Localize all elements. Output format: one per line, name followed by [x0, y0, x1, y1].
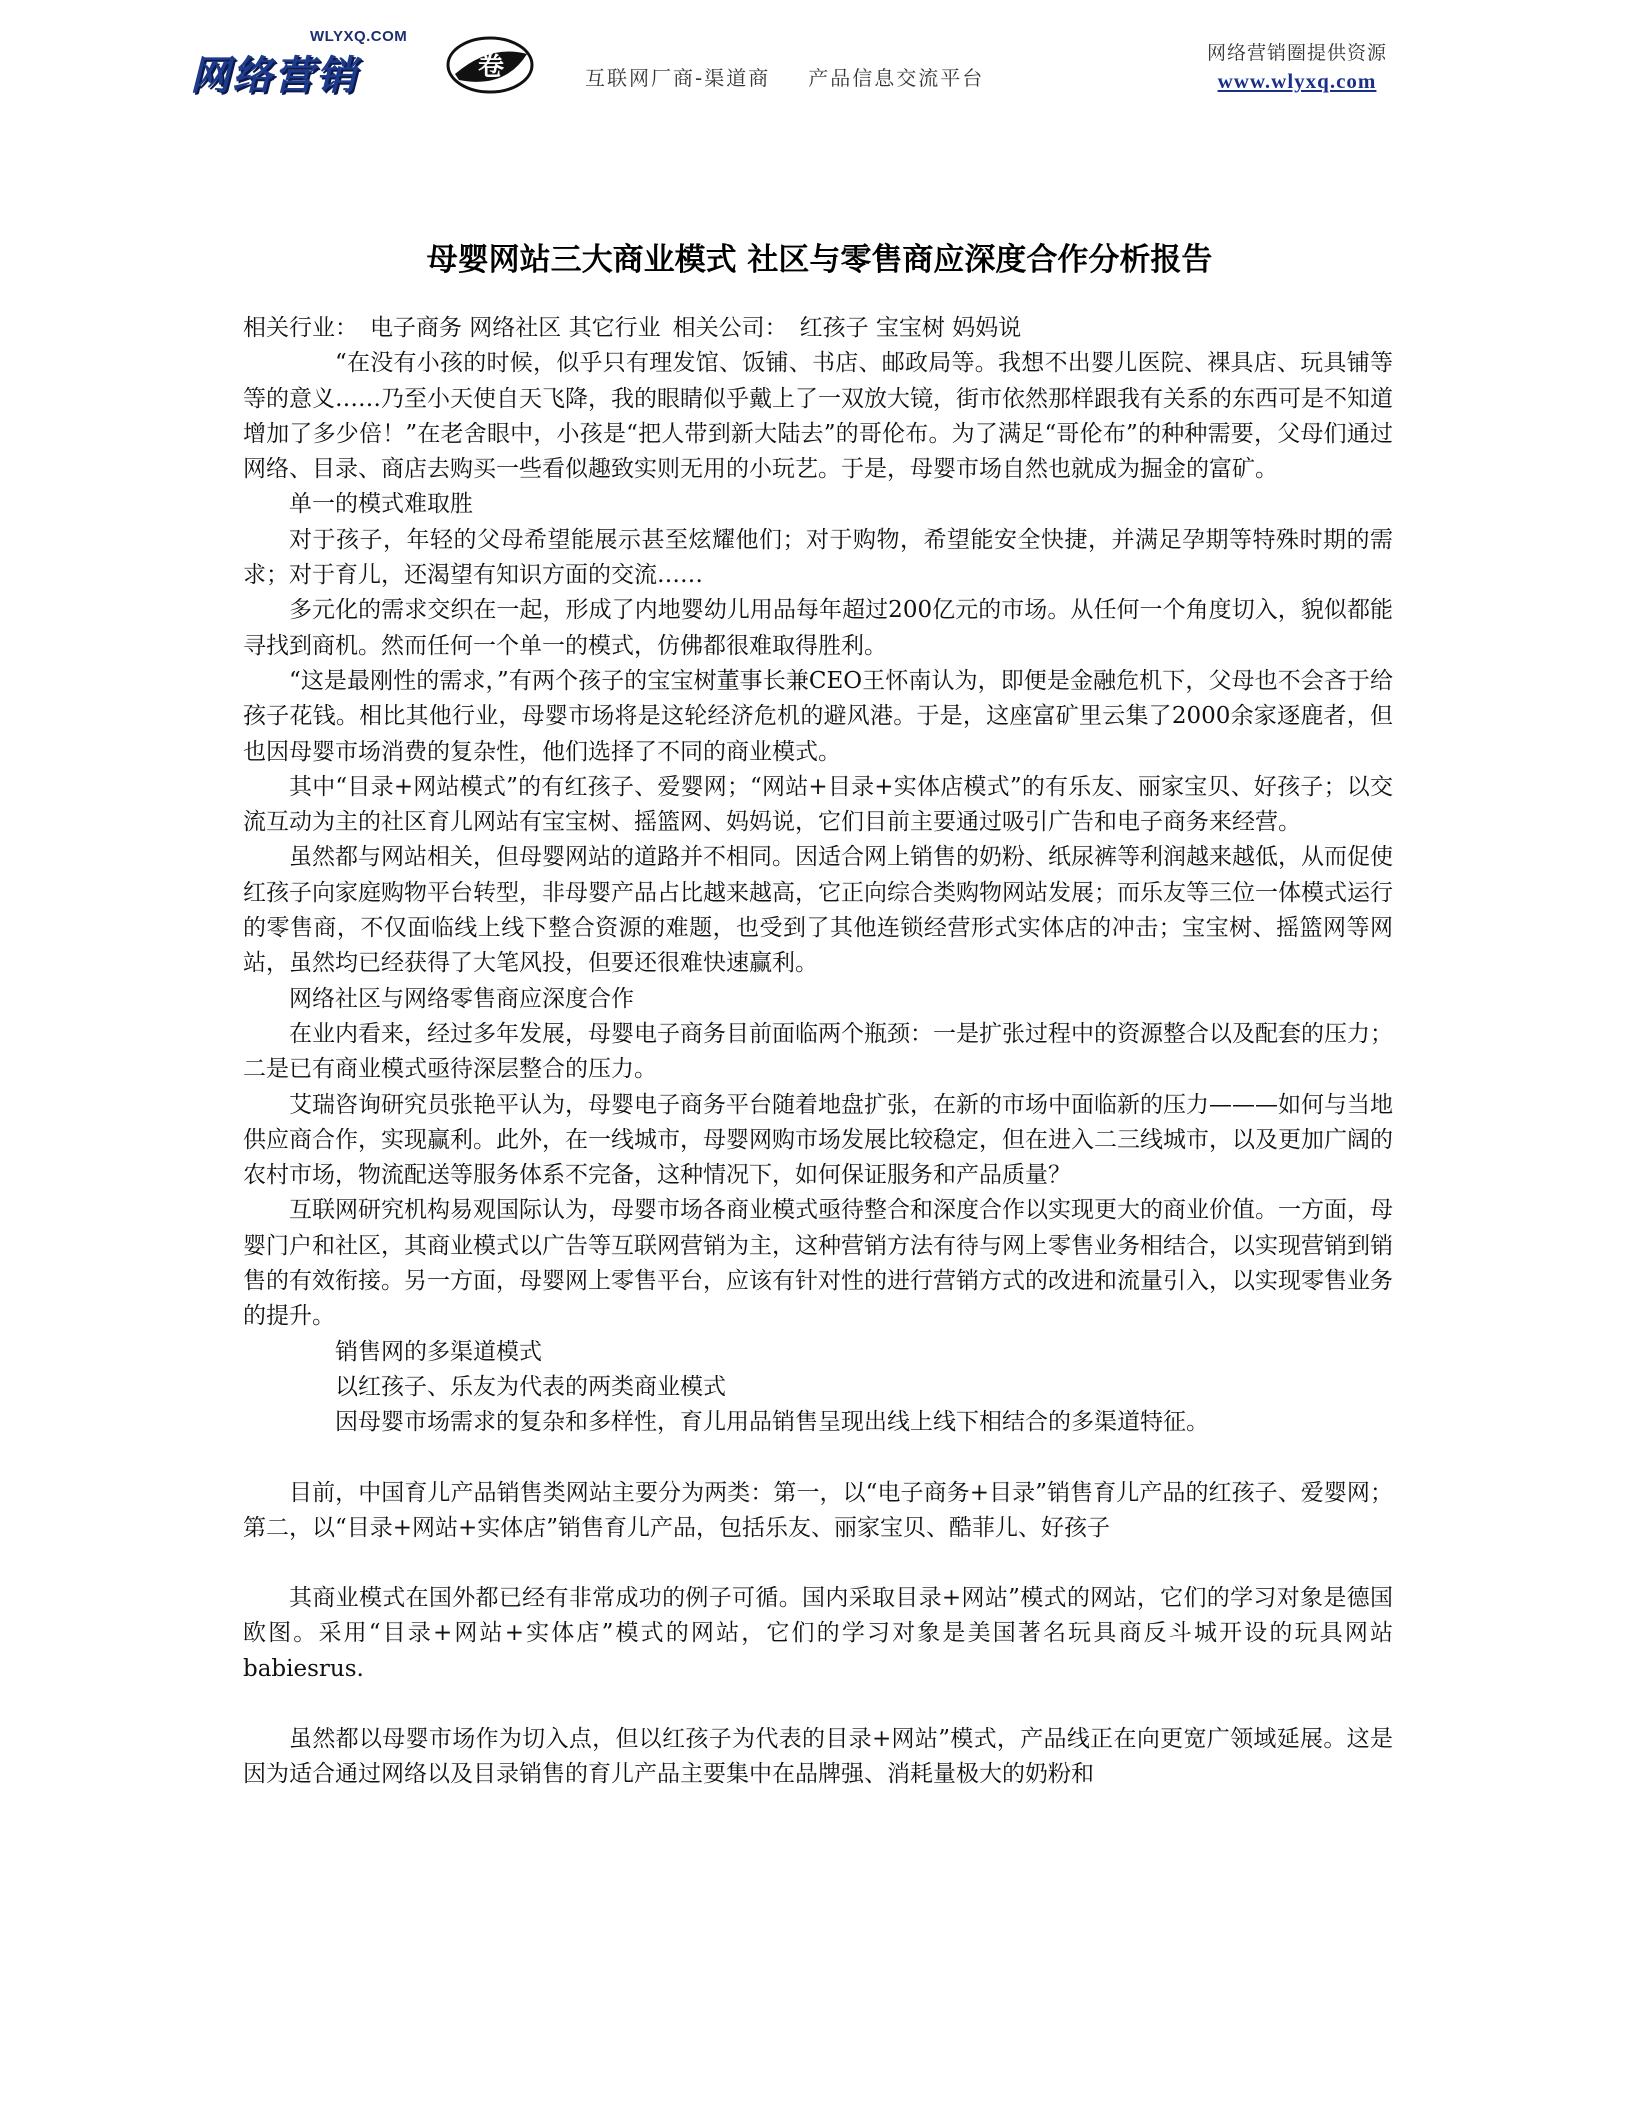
section-subheading: 以红孩子、乐友为代表的两类商业模式: [335, 1373, 726, 1400]
article-body: [243, 311, 1393, 1793]
paragraph: 虽然都以母婴市场作为切入点，但以红孩子为代表的目录+网站”模式，产品线正在向更宽广领域延展。这是因为适合通过网络以及目录销售的育儿产品主要集中在品牌强、消耗量极大的奶粉和: [243, 1725, 1393, 1788]
company-label: 相关公司：: [672, 315, 788, 341]
resource-block: [1207, 38, 1387, 94]
site-logo[interactable]: [190, 30, 550, 100]
paragraph: 其中“目录+网站模式”的有红孩子、爱婴网；“网站+目录+实体店模式”的有乐友、丽家宝贝、好孩子；以交流互动为主的社区育儿网站有宝宝树、摇篮网、妈妈说，它们目前主要通过吸引广告和电子商务来经营。: [243, 773, 1393, 836]
paragraph: 互联网研究机构易观国际认为，母婴市场各商业模式亟待整合和深度合作以实现更大的商业价值。一方面，母婴门户和社区，其商业模式以广告等互联网营销为主，这种营销方法有待与网上零售业务相结合，以实现营销到销售的有效衔接。另一方面，母婴网上零售平台，应该有针对性的进行营销方式的改进和流量引入，以实现零售业务的提升。: [243, 1197, 1393, 1330]
logo-text: 网络营销: [190, 53, 358, 99]
spacer: [243, 1687, 1393, 1722]
logo-badge-icon: [445, 34, 535, 96]
resource-title: 网络营销圈提供资源: [1207, 42, 1388, 64]
logo-badge-char: 卷: [477, 52, 505, 82]
tagline-right: 产品信息交流平台: [808, 66, 985, 90]
paragraph: 对于孩子，年轻的父母希望能展示甚至炫耀他们；对于购物，希望能安全快捷，并满足孕期等特殊时期的需求；对于育儿，还渴望有知识方面的交流……: [243, 526, 1393, 589]
company-values: 红孩子 宝宝树 妈妈说: [799, 315, 1022, 341]
header-tagline: [585, 62, 984, 91]
section-heading: 网络社区与网络零售商应深度合作: [289, 985, 634, 1012]
paragraph: 在业内看来，经过多年发展，母婴电子商务目前面临两个瓶颈：一是扩张过程中的资源整合以及配套的压力；二是已有商业模式亟待深层整合的压力。: [243, 1020, 1393, 1083]
paragraph: 因母婴市场需求的复杂和多样性，育儿用品销售呈现出线上线下相结合的多渠道特征。: [335, 1409, 1209, 1436]
paragraph: 多元化的需求交织在一起，形成了内地婴幼儿用品每年超过200亿元的市场。从任何一个角度切入，貌似都能寻找到商机。然而任何一个单一的模式，仿佛都很难取得胜利。: [243, 597, 1393, 659]
paragraph: 虽然都与网站相关，但母婴网站的道路并不相同。因适合网上销售的奶粉、纸尿裤等利润越来越低，从而促使红孩子向家庭购物平台转型，非母婴产品占比越来越高，它正向综合类购物网站发展；而乐友等三位一体模式运行的零售商，不仅面临线上线下整合资源的难题，也受到了其他连锁经营形式实体店的冲击；宝宝树、摇篮网等网站，虽然均已经获得了大笔风投，但要还很难快速赢利。: [243, 844, 1393, 977]
paragraph: “在没有小孩的时候，似乎只有理发馆、饭铺、书店、邮政局等。我想不出婴儿医院、裸具店、玩具铺等等的意义……乃至小天使自天飞降，我的眼睛似乎戴上了一双放大镜，街市依然那样跟我有关系的东西可是不知道增加了多少倍！”在老舍眼中，小孩是“把人带到新大陆去”的哥伦布。为了满足“哥伦布”的种种需要，父母们通过网络、目录、商店去购买一些看似趣致实则无用的小玩艺。于是，母婴市场自然也就成为掘金的富矿。: [243, 350, 1393, 483]
paragraph: 其商业模式在国外都已经有非常成功的例子可循。国内采取目录+网站”模式的网站，它们的学习对象是德国欧图。采用“目录+网站+实体店”模式的网站，它们的学习对象是美国著名玩具商反斗城开设的玩具网站babiesrus.: [243, 1585, 1393, 1682]
page-title: 母婴网站三大商业模式 社区与零售商应深度合作分析报告: [426, 242, 1213, 278]
spacer: [243, 1546, 1393, 1581]
industry-label: 相关行业：: [243, 315, 358, 341]
spacer: [243, 1441, 1393, 1476]
section-heading: 单一的模式难取胜: [289, 491, 473, 518]
section-heading: 销售网的多渠道模式: [335, 1338, 542, 1365]
logo-url: WLYXQ.COM: [310, 28, 408, 45]
resource-url-link[interactable]: www.wlyxq.com: [1217, 69, 1377, 93]
paragraph: 艾瑞咨询研究员张艳平认为，母婴电子商务平台随着地盘扩张，在新的市场中面临新的压力———如何与当地供应商合作，实现赢利。此外，在一线城市，母婴网购市场发展比较稳定，但在进入二三线城市，以及更加广阔的农村市场，物流配送等服务体系不完备，这种情况下，如何保证服务和产品质量？: [243, 1091, 1393, 1189]
paragraph: 目前，中国育儿产品销售类网站主要分为两类：第一，以“电子商务+目录”销售育儿产品的红孩子、爱婴网；第二，以“目录+网站+实体店”销售育儿产品，包括乐友、丽家宝贝、酷菲儿、好孩子: [243, 1479, 1393, 1541]
related-meta: [243, 311, 1393, 346]
tagline-left: 互联网厂商-渠道商: [585, 66, 771, 90]
page-header: [0, 0, 1639, 130]
industry-values: 电子商务 网络社区 其它行业: [370, 315, 661, 341]
paragraph: “这是最刚性的需求，”有两个孩子的宝宝树董事长兼CEO王怀南认为，即便是金融危机下，父母也不会吝于给孩子花钱。相比其他行业，母婴市场将是这轮经济危机的避风港。于是，这座富矿里云集了2000余家逐鹿者，但也因母婴市场消费的复杂性，他们选择了不同的商业模式。: [243, 667, 1393, 765]
